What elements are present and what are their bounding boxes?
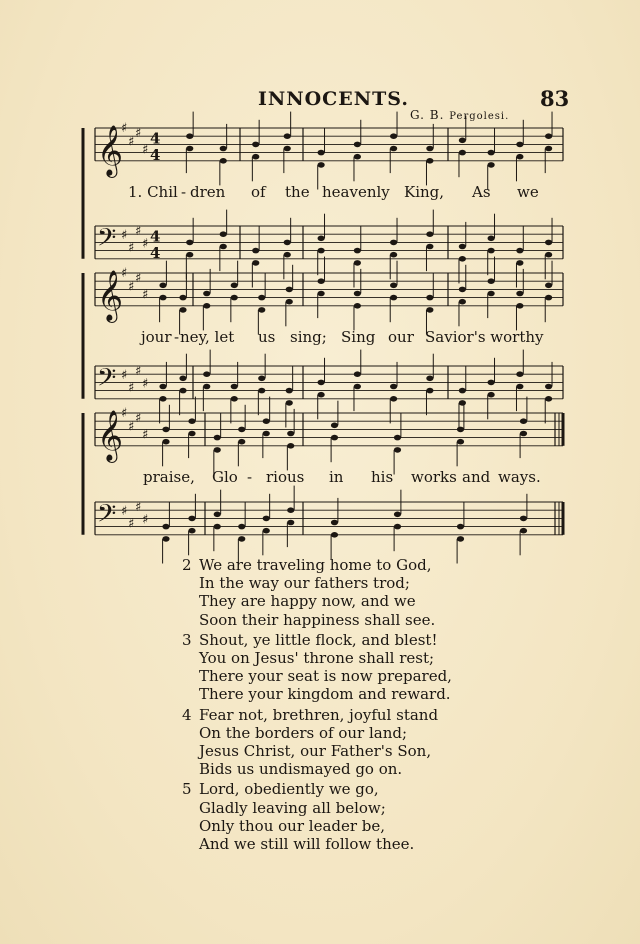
lyric-syllable: Sing [341,328,376,346]
lyric-syllable: Glo [212,468,238,486]
note-head [252,142,259,148]
note-head [318,150,325,156]
note-head [318,236,325,242]
note-head [390,146,397,152]
additional-verses [182,556,452,855]
note-head [238,536,245,542]
lyric-syllable: Savior's worthy [425,328,544,346]
note-head [179,376,186,382]
note-head [390,240,397,246]
note-head [220,158,227,164]
verse-3 [182,631,452,704]
sharp-icon: ♯ [142,376,149,392]
note-head [231,283,238,289]
sharp-icon: ♯ [142,427,149,443]
lyric-syllable: 1. Chil [128,183,178,201]
note-head [457,524,464,530]
note-head [331,520,338,526]
note-head [426,158,433,164]
note-head [203,371,210,377]
note-head [457,427,464,433]
note-head [159,396,166,402]
note-head [263,418,270,424]
note-head [488,162,495,168]
composer-initials: G. B. [410,108,445,122]
note-head [516,154,523,160]
lyric-syllable: of [251,183,266,201]
note-head [545,252,552,258]
verse-line: Only thou our leader be, [199,816,386,835]
note-head [231,384,238,390]
treble-clef-icon: 𝄞 [97,409,124,461]
note-head [426,307,433,313]
verse-line: There your seat is now prepared, [199,667,452,686]
note-head [263,516,270,522]
note-head [354,248,361,254]
lyric-hyphen: - [181,183,187,201]
sharp-icon: ♯ [128,279,135,295]
sharp-icon: ♯ [128,134,135,150]
time-signature-top: 4 [150,129,161,148]
note-head [220,146,227,152]
sharp-icon: ♯ [121,406,128,421]
time-signature-bottom: 4 [150,145,161,164]
note-head [186,252,193,258]
sharp-icon: ♯ [135,500,142,516]
lyric-syllable: our [388,328,414,346]
lyric-syllable: in [329,468,344,486]
note-head [488,291,495,297]
sharp-icon: ♯ [121,228,128,244]
note-head [318,278,325,284]
note-head [457,439,464,445]
bass-clef-icon: 𝄢 [97,499,117,535]
note-head [394,447,401,453]
note-head [186,240,193,246]
note-head [214,447,221,453]
note-head [457,536,464,542]
note-head [263,431,270,437]
sharp-icon: ♯ [121,504,128,520]
note-head [394,435,401,441]
note-head [331,435,338,441]
note-head [390,295,397,301]
bass-clef-icon: 𝄢 [97,223,117,259]
note-head [263,528,270,534]
note-head [238,427,245,433]
composer-surname: Pergolesi. [449,111,510,122]
note-head [459,138,466,144]
lyric-syllable: ney, let [180,328,235,346]
treble-clef-icon: 𝄞 [97,124,124,176]
note-head [488,236,495,242]
note-head [459,256,466,262]
note-head [545,283,552,289]
sharp-icon: ♯ [135,364,142,380]
verse-line: In the way our fathers trod; [199,574,410,593]
note-head [488,248,495,254]
sharp-icon: ♯ [135,126,142,142]
note-head [354,371,361,377]
lyric-hyphen: - [174,328,180,346]
note-head [231,295,238,301]
sharp-icon: ♯ [135,224,142,240]
note-head [318,162,325,168]
note-head [459,400,466,406]
note-head [238,524,245,530]
note-head [318,291,325,297]
note-head [258,307,265,313]
sharp-icon: ♯ [142,236,149,252]
note-head [390,133,397,139]
note-head [258,295,265,301]
time-signature-bottom: 4 [150,243,161,262]
lyric-hyphen: - [247,468,253,486]
sharp-icon: ♯ [142,142,149,158]
sharp-icon: ♯ [142,512,149,528]
note-head [488,380,495,386]
sharp-icon: ♯ [121,121,128,136]
note-head [214,524,221,530]
note-head [516,303,523,309]
note-head [545,384,552,390]
verse-line: They are happy now, and we [199,592,416,611]
verse-line: There your kingdom and reward. [199,685,451,704]
note-head [390,396,397,402]
verse-line: Jesus Christ, our Father's Son, [199,742,432,761]
verse-line: We are traveling home to God, [199,556,432,574]
note-head [354,154,361,160]
note-head [203,303,210,309]
note-head [426,244,433,250]
note-head [545,133,552,139]
note-head [390,252,397,258]
note-head [214,435,221,441]
note-head [545,240,552,246]
hymn-title: INNOCENTS. [258,88,409,110]
note-head [203,291,210,297]
sharp-icon: ♯ [128,380,135,396]
note-head [459,244,466,250]
sharp-icon: ♯ [135,271,142,287]
note-head [520,431,527,437]
note-head [459,150,466,156]
verse-5 [182,780,452,853]
note-head [318,392,325,398]
note-head [390,384,397,390]
note-head [426,388,433,394]
verse-line: Fear not, brethren, joyful stand [199,705,439,724]
note-head [284,252,291,258]
note-head [520,516,527,522]
note-head [394,524,401,530]
note-head [287,443,294,449]
note-head [162,536,169,542]
note-head [159,384,166,390]
note-head [159,295,166,301]
treble-clef-icon: 𝄞 [97,269,124,321]
note-head [284,133,291,139]
note-head [162,427,169,433]
note-head [287,507,294,513]
verse-line: And we still will follow thee. [199,835,415,854]
note-head [188,431,195,437]
note-head [426,295,433,301]
note-head [516,291,523,297]
note-head [287,520,294,526]
note-head [179,295,186,301]
note-head [488,392,495,398]
note-head [179,307,186,313]
note-head [516,371,523,377]
note-head [488,278,495,284]
lyric-syllable: his [371,468,394,486]
verse-line: Lord, obediently we go, [199,780,379,799]
note-head [286,287,293,293]
note-head [390,283,397,289]
note-head [284,146,291,152]
verse-2 [182,556,452,629]
verse-number: 3 [182,630,192,649]
lyric-syllable: the [285,183,310,201]
verse-line: Soon their happiness shall see. [199,610,436,629]
lyric-syllable: rious [266,468,305,486]
note-head [258,388,265,394]
lyric-syllable: sing; [290,328,327,346]
note-head [488,150,495,156]
note-head [220,231,227,237]
note-head [284,240,291,246]
note-head [252,154,259,160]
note-head [258,376,265,382]
note-head [426,376,433,382]
note-head [318,380,325,386]
note-head [179,388,186,394]
verse-line: You on Jesus' throne shall rest; [199,649,435,668]
note-head [354,260,361,266]
note-head [186,133,193,139]
note-head [286,400,293,406]
note-head [354,142,361,148]
note-head [516,260,523,266]
note-head [516,248,523,254]
page-number: 83 [540,86,570,111]
lyric-syllable: we [517,183,539,201]
sharp-icon: ♯ [128,419,135,435]
note-head [331,532,338,538]
lyric-syllable: us [258,328,276,346]
note-head [354,384,361,390]
note-head [159,283,166,289]
note-head [287,431,294,437]
note-head [188,418,195,424]
sharp-icon: ♯ [121,368,128,384]
note-head [162,439,169,445]
note-head [394,512,401,518]
sharp-icon: ♯ [135,411,142,427]
note-head [203,384,210,390]
note-head [520,528,527,534]
note-head [286,388,293,394]
note-head [162,524,169,530]
note-head [545,295,552,301]
bass-clef-icon: 𝄢 [97,363,117,399]
note-head [331,423,338,429]
note-head [520,418,527,424]
note-head [318,248,325,254]
lyric-syllable: dren [190,183,226,201]
lyric-syllable: and [462,468,491,486]
lyric-syllable: praise, [143,468,195,486]
verse-line: Shout, ye little flock, and blest! [199,630,438,649]
note-head [238,439,245,445]
time-signature-top: 4 [150,227,161,246]
note-head [516,142,523,148]
verse-4 [182,706,452,779]
lyric-syllable: works [411,468,457,486]
note-head [459,388,466,394]
verse-line: On the borders of our land; [199,723,408,742]
note-head [188,516,195,522]
verse-line: Bids us undismayed go on. [199,760,403,779]
note-head [252,260,259,266]
note-head [286,299,293,305]
verse-number: 2 [182,556,192,574]
lyric-syllable: King, [404,183,445,201]
lyric-syllable: jour [141,328,172,346]
lyric-syllable: heavenly [322,183,390,201]
sharp-icon: ♯ [142,287,149,303]
note-head [516,384,523,390]
lyric-syllable: As [472,183,491,201]
sharp-icon: ♯ [121,266,128,281]
note-head [426,231,433,237]
note-head [459,287,466,293]
lyric-syllable: ways. [498,468,541,486]
note-head [188,528,195,534]
note-head [186,146,193,152]
note-head [545,396,552,402]
verse-number: 4 [182,705,192,724]
note-head [220,244,227,250]
verse-line: Gladly leaving all below; [199,798,386,817]
sharp-icon: ♯ [128,516,135,532]
note-head [354,303,361,309]
note-head [459,299,466,305]
note-head [354,291,361,297]
note-head [252,248,259,254]
sharp-icon: ♯ [128,240,135,256]
note-head [426,146,433,152]
note-head [214,512,221,518]
verse-number: 5 [182,780,192,799]
note-head [231,396,238,402]
note-head [545,146,552,152]
